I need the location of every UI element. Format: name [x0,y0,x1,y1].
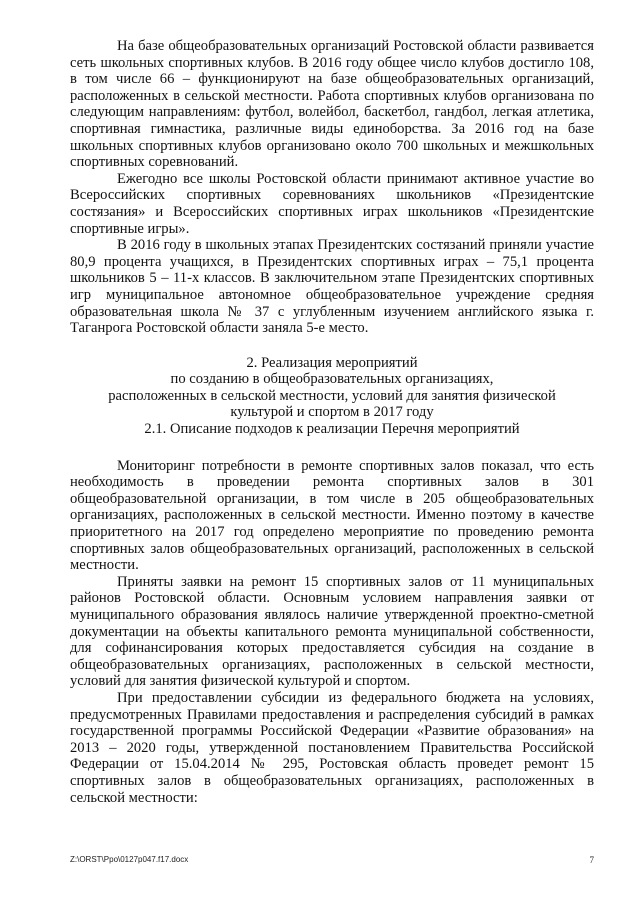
paragraph-presidential-competitions: Ежегодно все школы Ростовской области принимают активное участие во Всероссийских спортивных соревнованиях школьников «Президентские состязания» и Всероссийских спортивных играх школьников «Президентские спортивные игры». [70,170,594,237]
section-heading [70,355,594,438]
paragraph-2016-results: В 2016 году в школьных этапах Президентских состязаний приняли участие 80,9 процента учащихся, в Президентских спортивных играх – 75,1 процента школьников 5 – 11-х классов. В заключительном этапе Президентских спортивных игр муниципальное автономное общеобразовательное учреждение средняя образовательная школа № 37 с углубленным изучением английского языка г. Таганрога Ростовской области заняла 5-е место. [70,237,594,337]
footer-file-path: Z:\ORST\Ppo\0127p047.f17.docx [70,855,189,864]
page-number: 7 [589,855,594,865]
section-title-line-1: 2. Реализация мероприятий [246,354,418,371]
paragraph-federal-subsidy: При предоставлении субсидии из федерального бюджета на условиях, предусмотренных Правилами предоставления и распределения субсидий в рамках государственной программы Российской Федерации «Развитие образования» на 2013 – 2020 годы, утвержденной постановлением Правительства Российской Федерации от 15.04.2014 № 295, Ростовская область проведет ремонт 15 спортивных залов в общеобразовательных организациях, расположенных в сельской местности: [70,689,594,806]
section-title-line-3: расположенных в сельской местности, условий для занятия физической [108,387,556,404]
subsection-title: 2.1. Описание подходов к реализации Перечня мероприятий [144,421,520,438]
document-page [70,38,594,806]
paragraph-monitoring: Мониторинг потребности в ремонте спортивных залов показал, что есть необходимость в проведении ремонта спортивных залов в 301 общеобразовательной организации, в том числе в 205 общеобразовательных организациях, расположенных в сельской местности. Именно поэтому в качестве приоритетного на 2017 год определено мероприятие по проведению ремонта спортивных залов общеобразовательных организаций, расположенных в сельской местности. [70,457,594,574]
section-title-line-2: по созданию в общеобразовательных организациях, [170,371,494,388]
section-title-line-4: культурой и спортом в 2017 году [230,404,434,421]
paragraph-applications: Приняты заявки на ремонт 15 спортивных залов от 11 муниципальных районов Ростовской области. Основным условием направления заявки от муниципального образования являлось наличие утвержденной проектно-сметной документации на объекты капитального ремонта муниципальной собственности, для софинансирования которых предоставляется субсидия на создание в общеобразовательных организациях, расположенных в сельской местности, условий для занятия физической культурой и спортом. [70,573,594,690]
paragraph-sports-clubs: На базе общеобразовательных организаций Ростовской области развивается сеть школьных спортивных клубов. В 2016 году общее число клубов достигло 108, в том числе 66 – функционируют на базе общеобразовательных организаций, расположенных в сельской местности. Работа спортивных клубов организована по следующим направлениям: футбол, волейбол, баскетбол, гандбол, легкая атлетика, спортивная гимнастика, различные виды единоборства. За 2016 год на базе школьных спортивных клубов организовано около 700 школьных и межшкольных спортивных соревнований. [70,38,594,171]
